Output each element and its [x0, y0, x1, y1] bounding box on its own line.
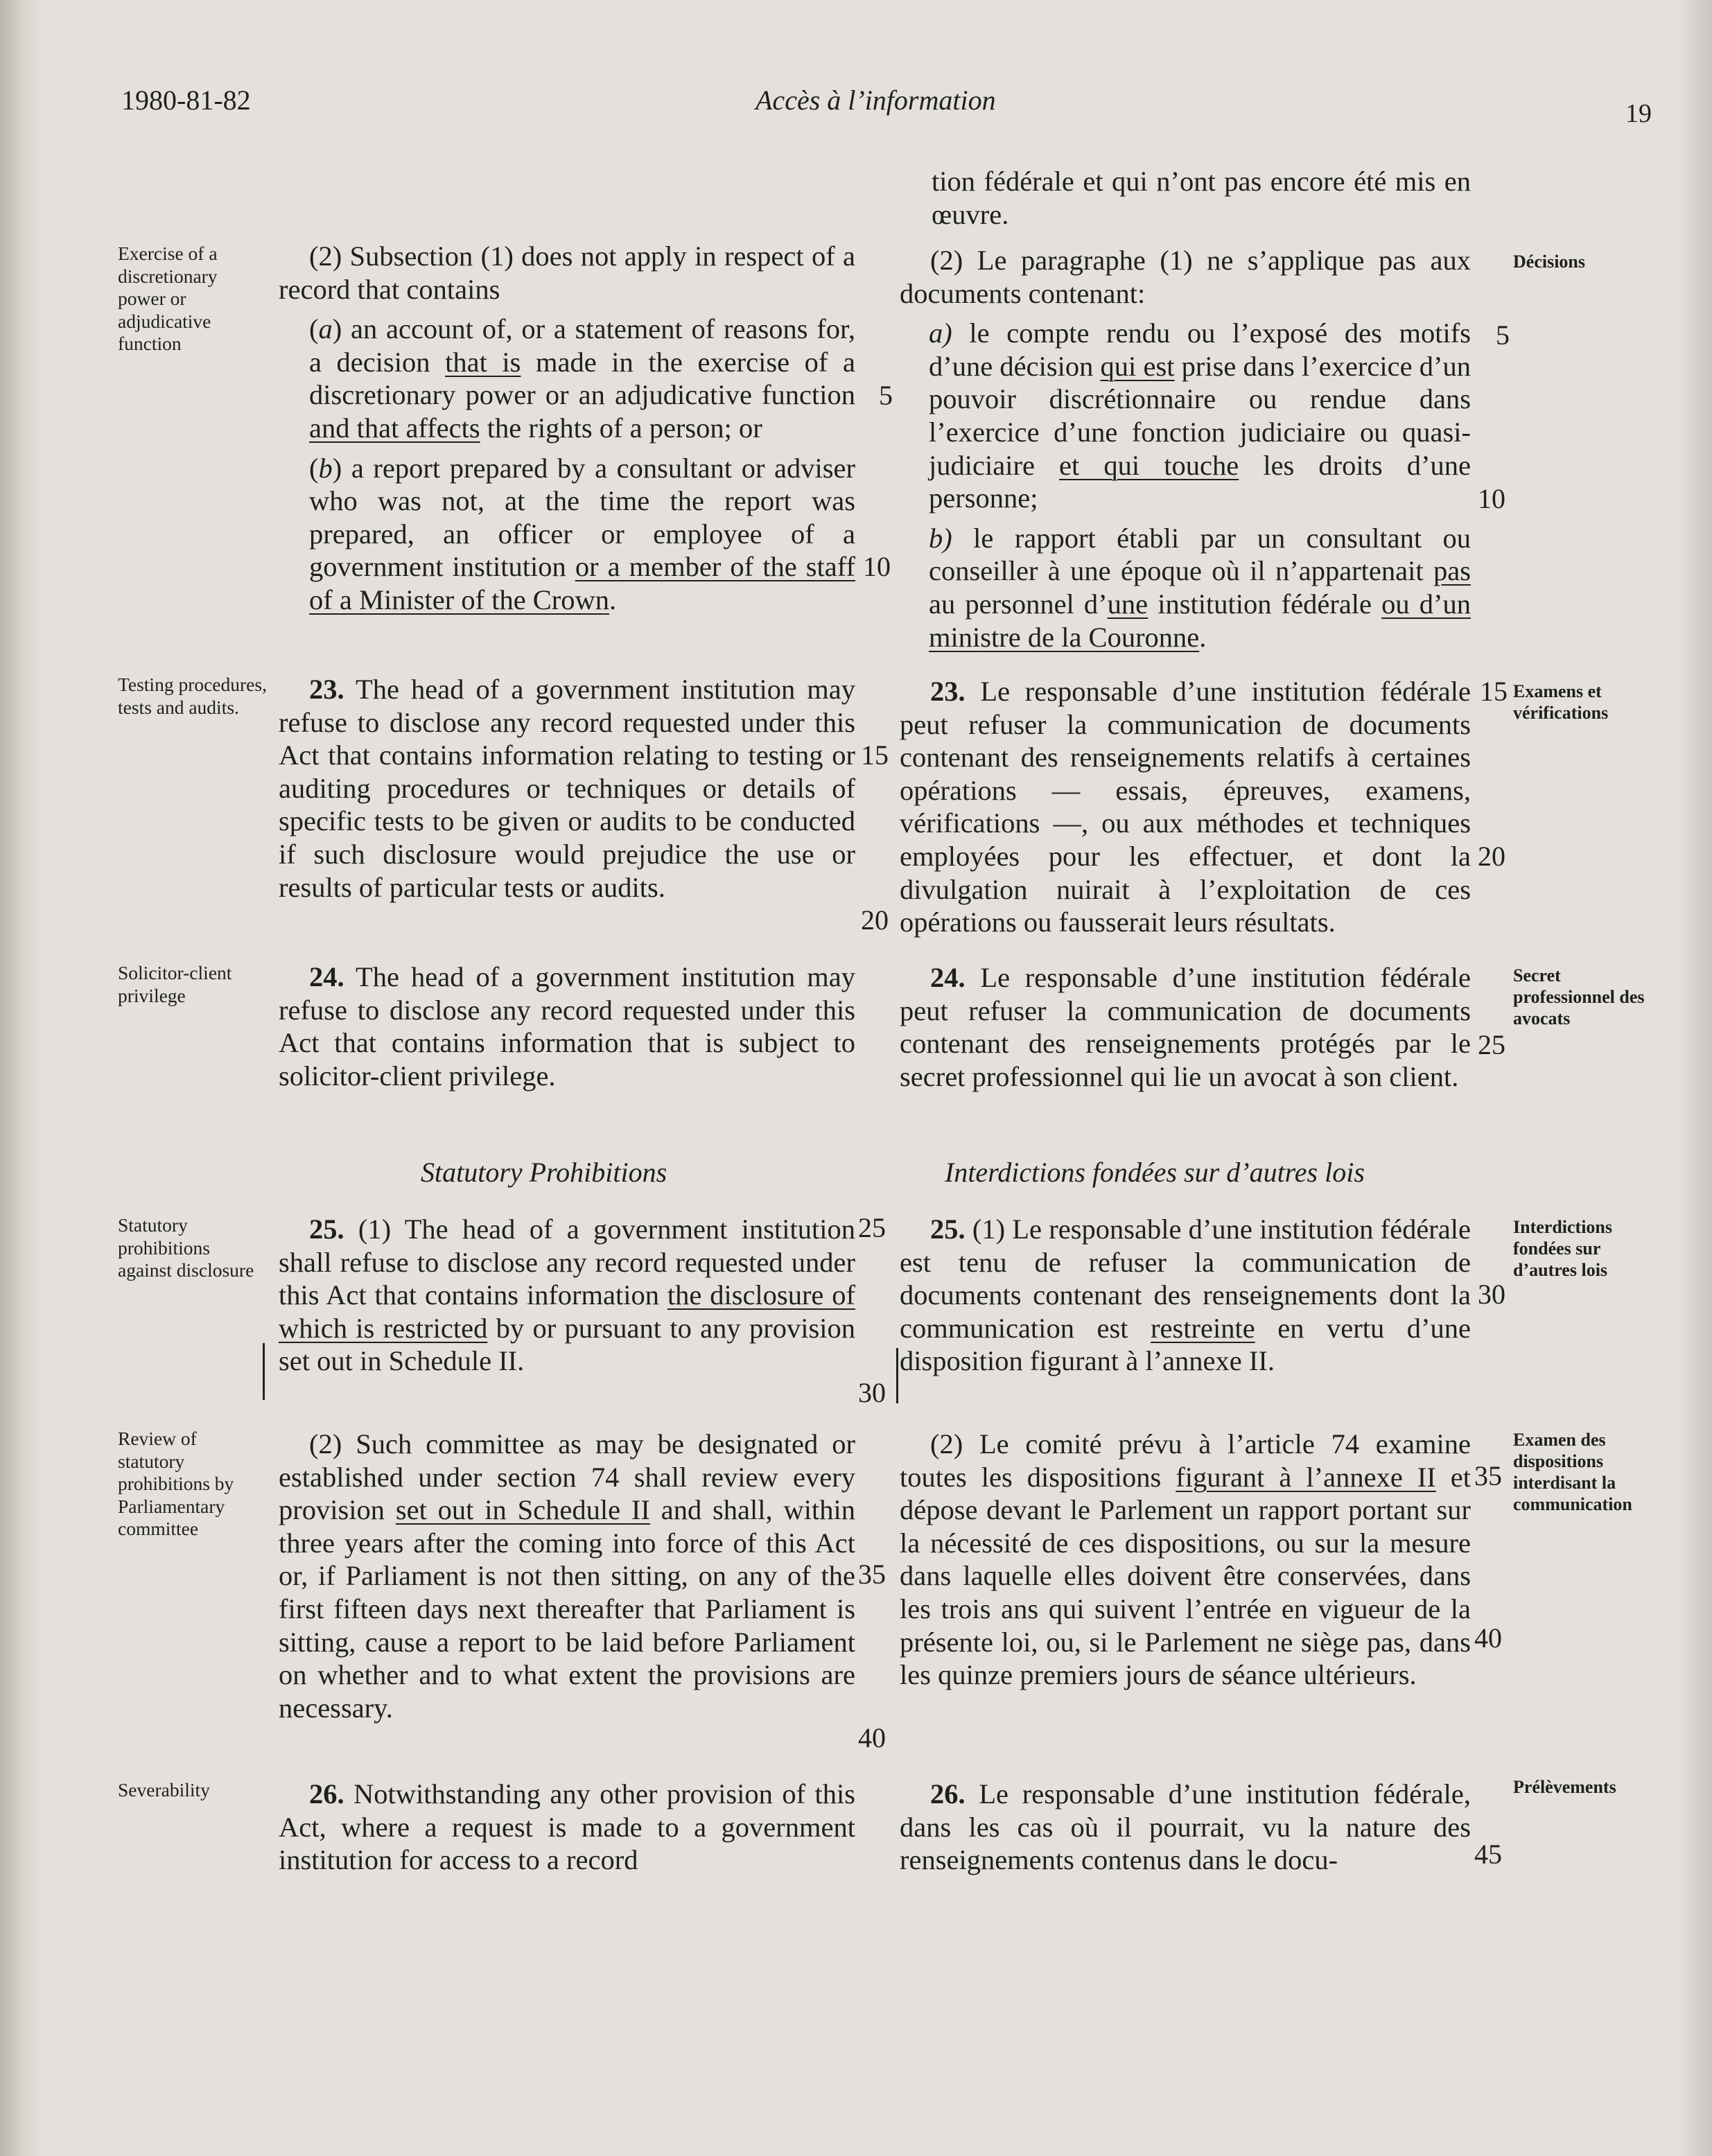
en-22-2-intro: (2) Subsection (1) does not apply in respect of a record that contains	[279, 240, 855, 305]
en-section-26: 26. Notwithstanding any other provision of this Act, where a request is made to a government institution for access to a record	[279, 1778, 855, 1876]
fr-22-2-a: a) le compte rendu ou l’exposé des motifs d’une décision qui est prise dans l’exercice d’un pouvoir discrétionnaire ou rendue dans l’exercice d’une fonction judiciaire ou quasi-judiciaire et qui touche les droits d’une personne;	[929, 317, 1471, 514]
page-shadow	[1677, 0, 1712, 2156]
line-number-en: 20	[861, 904, 889, 936]
side-note-fr-25-1: Interdictions fondées sur d’autres lois	[1513, 1217, 1612, 1280]
line-number-en: 35	[858, 1559, 886, 1590]
side-note-en-23: Testing procedures, tests and audits.	[118, 674, 267, 718]
en-section-24: 24. The head of a government institution may refuse to disclose any record requested under this Act that contains information that is subject to solicitor-client privilege.	[279, 961, 855, 1092]
line-number-fr: 35	[1474, 1460, 1502, 1491]
side-note-en-24: Solicitor-client privilege	[118, 962, 232, 1006]
line-number-en: 10	[863, 551, 891, 582]
amendment-bar-fr	[896, 1348, 898, 1403]
side-note-fr-22-2: Décisions	[1513, 252, 1585, 272]
side-note-en-22-2: Exercise of a discretionary power or adjudicative function	[118, 243, 218, 354]
side-note-fr-26: Prélèvements	[1513, 1777, 1616, 1797]
fr-section-23: 23. Le responsable d’une institution fédérale peut refuser la communication de documents contenant des renseignements relatifs à certaines opérations — essais, épreuves, examens, vérifications —, ou aux méthodes et techniques employées pour les effectuer, et dont la divulgation nuirait à l’exploitation de ces opérations ou fausserait leurs résultats.	[900, 676, 1471, 938]
en-section-25-1: 25. (1) The head of a government institution shall refuse to disclose any record requested under this Act that contains information the disclosure of which is restricted by or pursuant to any provision set out in Schedule II.	[279, 1213, 855, 1377]
fr-section-25-2: (2) Le comité prévu à l’article 74 examine toutes les dispositions figurant à l’annexe II et dépose devant le Parlement un rapport portant sur la nécessité de ces dispositions, ou sur la mesure dans laquelle elles doivent être conservées, dans les trois ans qui suivent l’entrée en vigueur de la présente loi, ou, si le Parlement ne siège pas, dans les quinze premiers jours de séance ultérieurs.	[900, 1428, 1471, 1691]
side-note-en-25-2: Review of statutory prohibitions by Parliamentary committee	[118, 1428, 234, 1539]
en-22-2-a: (a) an account of, or a statement of reasons for, a decision that is made in the exercise of a discretionary power or an adjudicative function and that affects the rights of a person; or	[309, 313, 855, 444]
header-title: Accès à l’information	[755, 85, 996, 116]
en-heading-statutory-prohibitions: Statutory Prohibitions	[421, 1157, 667, 1188]
fr-22-2-intro: (2) Le paragraphe (1) ne s’applique pas aux documents contenant:	[900, 245, 1471, 309]
line-number-fr: 25	[1478, 1029, 1505, 1060]
side-note-fr-23: Examens et vérifications	[1513, 681, 1609, 723]
line-number-fr: 40	[1474, 1622, 1502, 1654]
line-number-fr: 30	[1478, 1279, 1505, 1310]
fr-section-26: 26. Le responsable d’une institution fédérale, dans les cas où il pourrait, vu la nature des renseignements contenus dans le docu-	[900, 1778, 1471, 1876]
line-number-en: 25	[858, 1212, 886, 1243]
en-section-25-2: (2) Such committee as may be designated or established under section 74 shall review every provision set out in Schedule II and shall, within three years after the coming into force of this Act or, if Parliament is not then sitting, on any of the first fifteen days next thereafter that Parliament is sitting, cause a report to be laid before Parliament on whether and to what extent the provisions are necessary.	[279, 1428, 855, 1724]
en-section-22-2	[279, 240, 855, 617]
fr-section-25-1: 25. (1) Le responsable d’une institution fédérale est tenu de refuser la communication de documents contenant des renseignements dont la communication est restreinte en vertu d’une disposition figurant à l’annexe II.	[900, 1213, 1471, 1377]
line-number-en: 15	[861, 739, 889, 771]
fr-22-2-b: b) le rapport établi par un consultant ou conseiller à une époque où il n’appartenait pas au personnel d’une institution fédérale ou d’un ministre de la Couronne.	[929, 522, 1471, 653]
line-number-fr: 45	[1474, 1839, 1502, 1870]
side-note-en-25-1: Statutory prohibitions against disclosure	[118, 1214, 254, 1281]
fr-section-22-2	[900, 244, 1471, 654]
amendment-bar-en	[263, 1343, 265, 1400]
line-number-en: 30	[858, 1377, 886, 1408]
side-note-fr-25-2: Examen des dispositions interdisant la communication	[1513, 1430, 1632, 1514]
fr-heading-interdictions: Interdictions fondées sur d’autres lois	[945, 1157, 1365, 1188]
fr-top-carry: tion fédérale et qui n’ont pas encore été mis en œuvre.	[932, 166, 1471, 230]
page-number: 19	[1625, 99, 1652, 128]
en-22-2-b: (b) a report prepared by a consultant or adviser who was not, at the time the report was prepared, an officer or employee of a government institution or a member of the staff of a Minister of the Crown.	[309, 452, 855, 615]
line-number-fr: 20	[1478, 841, 1505, 872]
fr-section-24: 24. Le responsable d’une institution fédérale peut refuser la communication de documents contenant des renseignements protégés par le secret professionnel qui lie un avocat à son client.	[900, 962, 1471, 1092]
book-page-edge	[0, 0, 42, 2156]
header-years: 1980-81-82	[121, 85, 251, 116]
side-note-fr-24: Secret professionnel des avocats	[1513, 965, 1645, 1028]
line-number-fr: 15	[1480, 676, 1508, 707]
line-number-fr: 5	[1496, 319, 1510, 351]
line-number-fr: 10	[1478, 483, 1505, 514]
line-number-en: 40	[858, 1722, 886, 1753]
side-note-en-26: Severability	[118, 1779, 210, 1800]
en-section-23: 23. The head of a government institution may refuse to disclose any record requested under this Act that contains information relating to testing or auditing procedures or techniques or details of specific tests to be given or audits to be conducted if such disclosure would prejudice the use or results of particular tests or audits.	[279, 674, 855, 903]
line-number-en: 5	[879, 380, 893, 411]
